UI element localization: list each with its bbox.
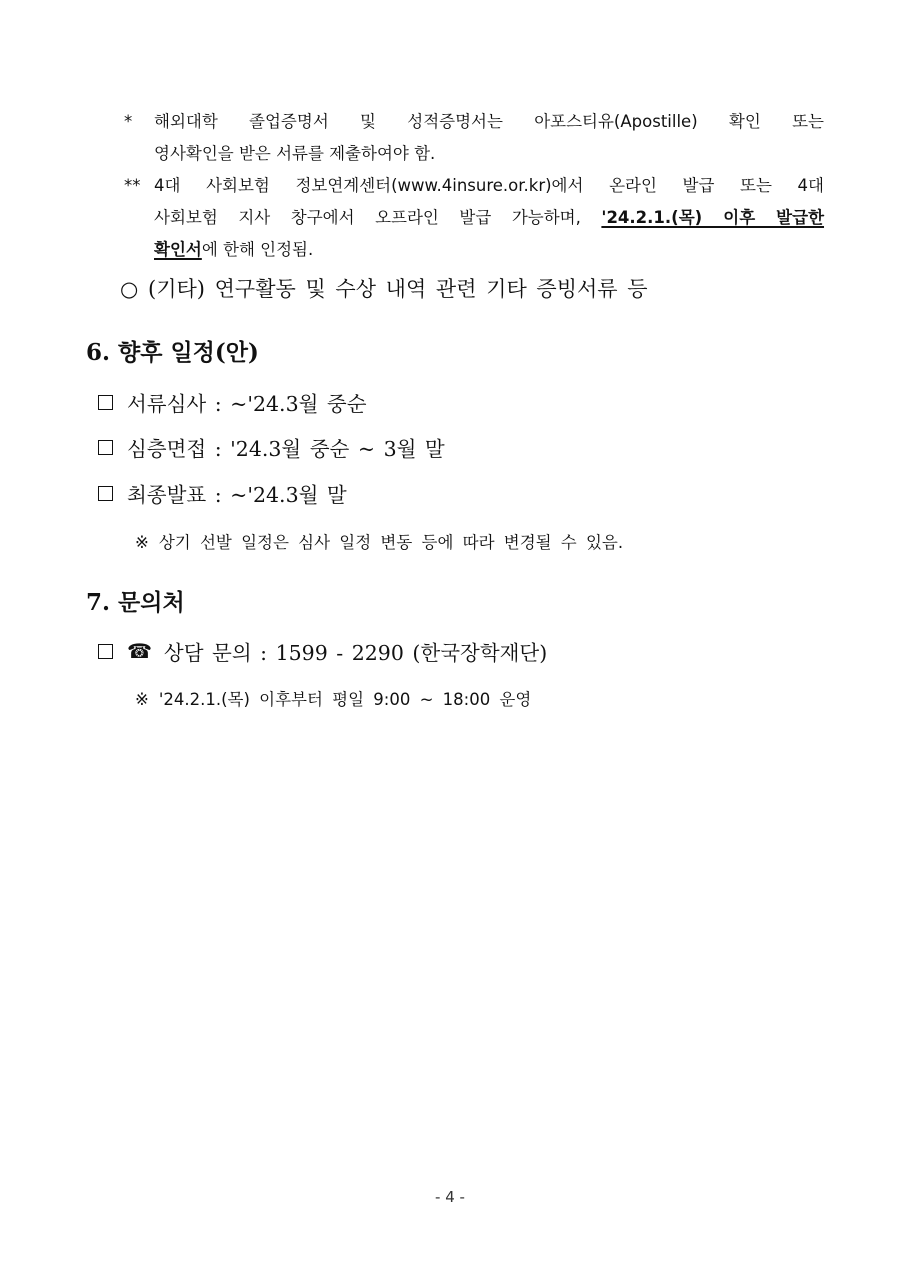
footnote-apostille [124, 106, 824, 170]
schedule-item [98, 387, 367, 417]
reference-mark-icon: ※ [135, 690, 149, 709]
checkbox-icon [98, 644, 113, 659]
footnote-line: 해외대학 졸업증명서 및 성적증명서는 아포스티유(Apostille) 확인 또는 [154, 112, 824, 131]
footnote-insurance [124, 170, 824, 266]
schedule-text: 서류심사 : ~'24.3월 중순 [127, 392, 367, 416]
schedule-remark [135, 529, 623, 553]
emphasized-date: '24.2.1.(목) 이후 발급한 [601, 208, 825, 227]
contact-text: 상담 문의 : 1599 - 2290 (한국장학재단) [163, 641, 548, 665]
footnote-mark: * [124, 112, 133, 131]
section-7-title: 7. 문의처 [86, 589, 185, 616]
reference-mark-icon: ※ [135, 533, 149, 552]
schedule-text: 최종발표 : ~'24.3월 말 [127, 483, 347, 507]
footnote-line [154, 202, 824, 234]
footnote-line: 영사확인을 받은 서류를 제출하여야 함. [154, 144, 436, 163]
checkbox-icon [98, 440, 113, 455]
circle-bullet-icon: ○ [120, 277, 139, 301]
schedule-item [98, 432, 445, 462]
remark-text: '24.2.1.(목) 이후부터 평일 9:00 ~ 18:00 운영 [158, 690, 532, 709]
footnote-text: 에 한해 인정됨. [201, 240, 314, 259]
checkbox-icon [98, 486, 113, 501]
footnote-line: 4대 사회보험 정보연계센터(www.4insure.or.kr)에서 온라인 발급 또는 4대 [154, 176, 824, 195]
contact-remark [135, 686, 531, 710]
other-documents-text: (기타) 연구활동 및 수상 내역 관련 기타 증빙서류 등 [148, 277, 648, 301]
contact-item [98, 636, 547, 666]
other-documents-item [120, 273, 648, 303]
page-number: - 4 - [435, 1188, 465, 1206]
remark-text: 상기 선발 일정은 심사 일정 변동 등에 따라 변경될 수 있음. [158, 533, 624, 552]
footnote-text: 사회보험 지사 창구에서 오프라인 발급 가능하며, [154, 208, 602, 227]
emphasized-certificate: 확인서 [154, 240, 202, 259]
schedule-text: 심층면접 : '24.3월 중순 ~ 3월 말 [127, 437, 445, 461]
footnote-mark: ** [124, 176, 141, 195]
section-6-title: 6. 향후 일정(안) [86, 339, 259, 366]
footnote-line [154, 234, 824, 266]
checkbox-icon [98, 395, 113, 410]
telephone-icon: ☎ [127, 639, 152, 663]
schedule-item [98, 478, 347, 508]
